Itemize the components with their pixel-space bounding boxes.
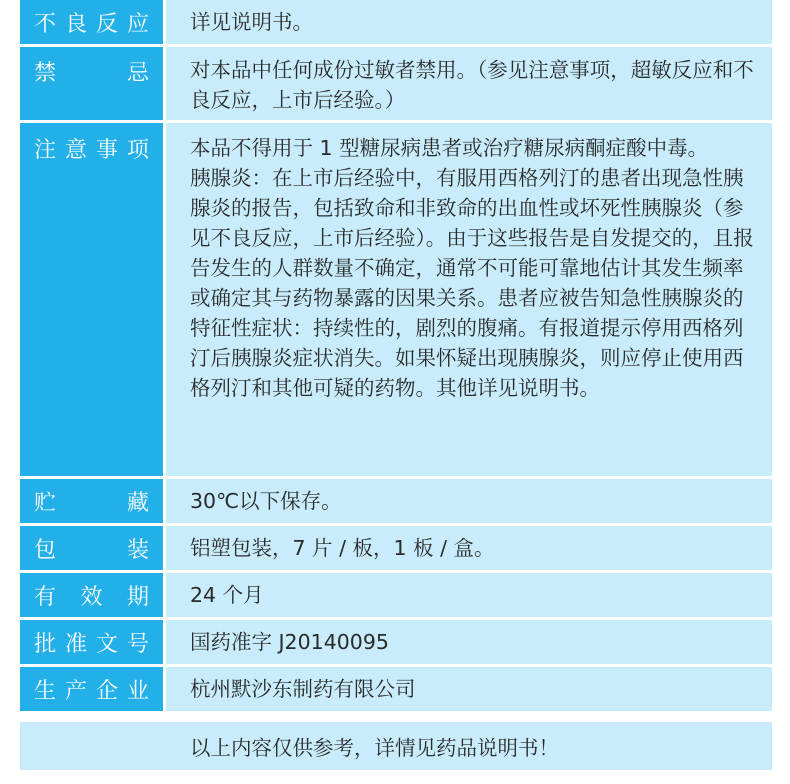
row-label: 注 意 事 项	[20, 123, 163, 476]
row-value: 详见说明书。	[166, 0, 772, 44]
row-value: 本品不得用于 1 型糖尿病患者或治疗糖尿病酮症酸中毒。 胰腺炎：在上市后经验中，有服用西格列汀的患者出现急性胰腺炎的报告，包括致命和非致命的出血性或坏死性胰腺炎（参见不良反应，上市后经验）。由于这些报告是自发提交的，且报告发生的人群数量不确定，通常不可能可靠地估计其发生频率或确定其与药物暴露的因果关系。患者应被告知急性胰腺炎的特征性症状：持续性的，剧烈的腹痛。有报道提示停用西格列汀后胰腺炎症状消失。如果怀疑出现胰腺炎，则应停止使用西格列汀和其他可疑的药物。其他详见说明书。	[166, 123, 772, 476]
row-label: 批 准 文 号	[20, 620, 163, 664]
row-value: 24 个月	[166, 573, 772, 617]
row-manufacturer	[20, 667, 772, 711]
row-label: 包 装	[20, 526, 163, 570]
row-value: 铝塑包装，7 片 / 板，1 板 / 盒。	[166, 526, 772, 570]
row-label: 有 效 期	[20, 573, 163, 617]
row-label: 生 产 企 业	[20, 667, 163, 711]
row-approval-number	[20, 620, 772, 664]
row-shelf-life	[20, 573, 772, 617]
disclaimer-text: 以上内容仅供参考，详情见药品说明书！	[190, 736, 559, 760]
disclaimer-footer	[20, 722, 772, 770]
row-precautions	[20, 123, 772, 476]
drug-info-table	[20, 0, 772, 714]
row-value: 国药准字 J20140095	[166, 620, 772, 664]
row-value: 杭州默沙东制药有限公司	[166, 667, 772, 711]
row-label: 贮 藏	[20, 479, 163, 523]
row-contraindications	[20, 47, 772, 120]
row-packaging	[20, 526, 772, 570]
row-label: 不 良 反 应	[20, 0, 163, 44]
row-label: 禁 忌	[20, 47, 163, 120]
row-adverse-reactions	[20, 0, 772, 44]
row-storage	[20, 479, 772, 523]
row-value: 对本品中任何成份过敏者禁用。（参见注意事项，超敏反应和不良反应，上市后经验。）	[166, 47, 772, 120]
row-value: 30℃以下保存。	[166, 479, 772, 523]
